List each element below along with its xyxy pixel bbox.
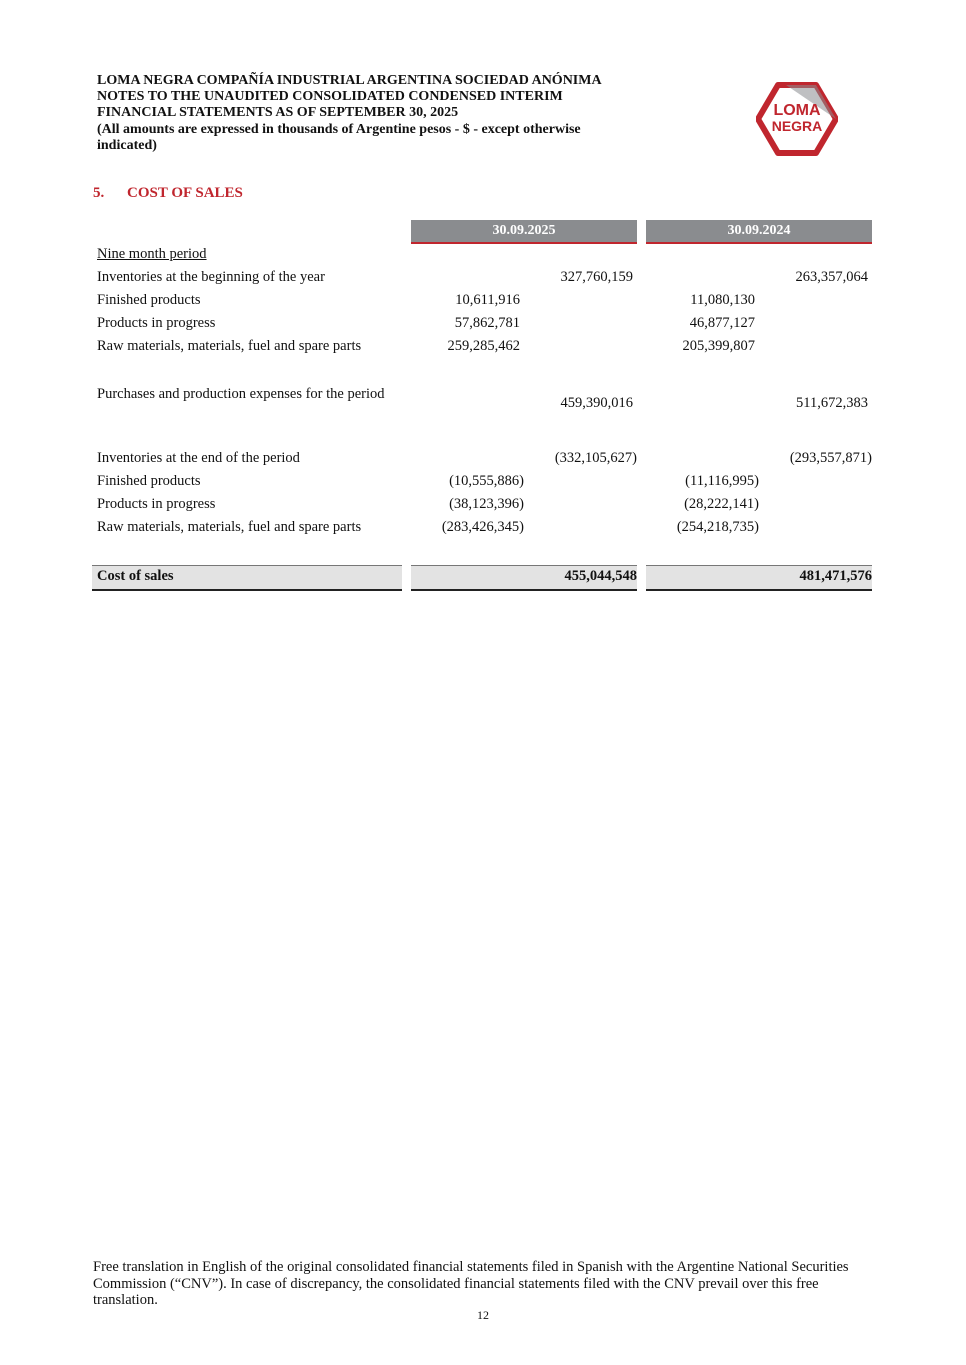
row-label: Raw materials, materials, fuel and spare parts bbox=[97, 519, 362, 535]
period-label: Nine month period bbox=[97, 246, 207, 262]
header-line: NOTES TO THE UNAUDITED CONSOLIDATED CONDENSED INTERIM bbox=[97, 89, 563, 105]
total-value-2025: 455,044,548 bbox=[564, 568, 637, 584]
row-label: Finished products bbox=[97, 292, 201, 308]
logo-text-negra: NEGRA bbox=[771, 118, 823, 134]
row-value-2024-detail: (254,218,735) bbox=[676, 519, 759, 535]
row-value-2024-detail: 205,399,807 bbox=[682, 338, 755, 354]
section-title-text: COST OF SALES bbox=[127, 185, 243, 201]
row-value-2025-detail: (10,555,886) bbox=[449, 473, 524, 489]
footer-disclaimer: Free translation in English of the original consolidated financial statements filed in Spanish with the Argentine National Securities Commission (“CNV”). In case of discrepancy, the consolidated financial statements filed with the CNV prevail over this free translation. bbox=[93, 1259, 849, 1308]
row-label: Inventories at the end of the period bbox=[97, 450, 300, 466]
page-number: 12 bbox=[477, 1308, 489, 1322]
row-label: Purchases and production expenses for the period bbox=[97, 386, 385, 402]
header-line: (All amounts are expressed in thousands of Argentine pesos - $ - except otherwise bbox=[97, 121, 581, 137]
document-header bbox=[97, 73, 707, 154]
row-label: Finished products bbox=[97, 473, 201, 489]
row-value-2025-subtotal: 327,760,159 bbox=[560, 269, 633, 285]
section-number: 5. bbox=[93, 185, 105, 201]
section-title bbox=[93, 185, 243, 202]
row-value-2025-subtotal: 459,390,016 bbox=[560, 395, 633, 411]
row-label: Products in progress bbox=[97, 496, 216, 512]
company-logo bbox=[756, 82, 838, 156]
row-value-2024-subtotal: (293,557,871) bbox=[789, 450, 872, 466]
row-value-2024-subtotal: 511,672,383 bbox=[796, 395, 868, 411]
header-line: indicated) bbox=[97, 137, 157, 153]
row-value-2025-detail: (38,123,396) bbox=[449, 496, 524, 512]
row-value-2025-detail: 57,862,781 bbox=[454, 315, 520, 331]
row-value-2025-detail: 10,611,916 bbox=[455, 292, 520, 308]
header-line: LOMA NEGRA COMPAÑÍA INDUSTRIAL ARGENTINA SOCIEDAD ANÓNIMA bbox=[97, 73, 602, 88]
column-header-2024: 30.09.2024 bbox=[646, 220, 872, 244]
row-value-2024-detail: (11,116,995) bbox=[685, 473, 759, 489]
row-label: Inventories at the beginning of the year bbox=[97, 269, 325, 285]
header-line: FINANCIAL STATEMENTS AS OF SEPTEMBER 30, 2025 bbox=[97, 105, 459, 121]
total-value-2024: 481,471,576 bbox=[799, 568, 872, 584]
column-header-2025: 30.09.2025 bbox=[411, 220, 637, 244]
row-value-2025-subtotal: (332,105,627) bbox=[554, 450, 637, 466]
row-label: Raw materials, materials, fuel and spare parts bbox=[97, 338, 362, 354]
logo-text-loma: LOMA bbox=[773, 102, 821, 119]
row-value-2025-detail: 259,285,462 bbox=[447, 338, 520, 354]
row-value-2024-subtotal: 263,357,064 bbox=[795, 269, 868, 285]
row-value-2025-detail: (283,426,345) bbox=[441, 519, 524, 535]
row-value-2024-detail: 11,080,130 bbox=[690, 292, 755, 308]
row-value-2024-detail: (28,222,141) bbox=[684, 496, 759, 512]
total-label: Cost of sales bbox=[97, 568, 174, 584]
row-label: Products in progress bbox=[97, 315, 216, 331]
row-value-2024-detail: 46,877,127 bbox=[689, 315, 755, 331]
